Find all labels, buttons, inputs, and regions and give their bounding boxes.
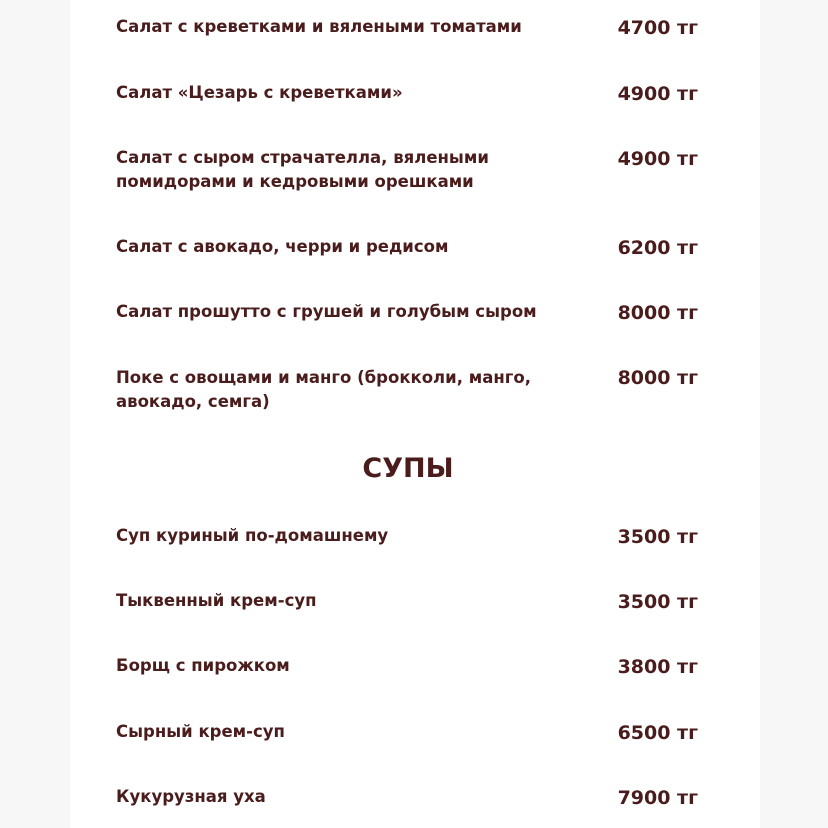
menu-item-price: 3500 тг (617, 591, 698, 613)
menu-item-name: Салат с сыром страчателла, вялеными помидорами и кедровыми орешками (116, 148, 489, 191)
menu-item-name: Кукурузная уха (116, 787, 266, 806)
menu-item-name: Борщ с пирожком (116, 656, 290, 675)
section-heading-soups: СУПЫ (362, 453, 454, 484)
menu-item-price: 7900 тг (617, 787, 698, 809)
menu-item-name: Тыквенный крем-суп (116, 591, 317, 610)
menu-item-price: 3500 тг (617, 526, 698, 548)
menu-item-name: Салат с авокадо, черри и редисом (116, 237, 449, 256)
menu-item-price: 4900 тг (617, 148, 698, 170)
menu-item-price: 4900 тг (617, 83, 698, 105)
menu-item-name: Салат с креветками и вялеными томатами (116, 17, 522, 36)
menu-item-price: 6500 тг (617, 722, 698, 744)
menu-item-name: Сырный крем-суп (116, 722, 285, 741)
menu-item-name: Поке с овощами и манго (брокколи, манго, авокадо, семга) (116, 368, 531, 411)
menu-item-price: 8000 тг (617, 302, 698, 324)
menu-item-name: Суп куриный по-домашнему (116, 526, 389, 545)
menu-item-name: Салат прошутто с грушей и голубым сыром (116, 302, 537, 321)
menu-item-price: 4700 тг (617, 17, 698, 39)
menu-item-price: 6200 тг (617, 237, 698, 259)
menu-item-price: 8000 тг (617, 367, 698, 389)
menu-item-name: Салат «Цезарь с креветками» (116, 83, 403, 102)
menu-item-price: 3800 тг (617, 656, 698, 678)
menu-page (70, 0, 760, 828)
